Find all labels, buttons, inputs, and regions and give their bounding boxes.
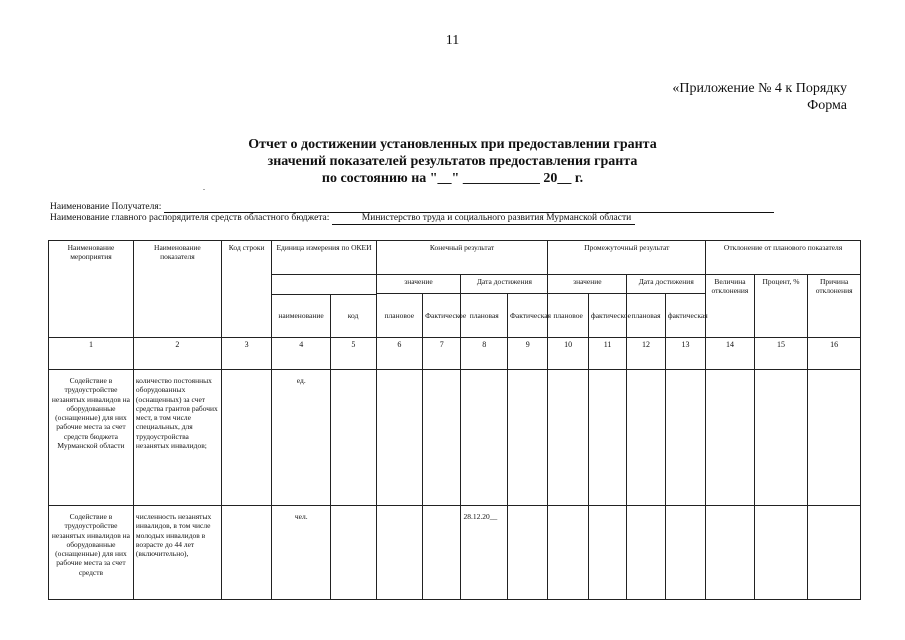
event-name-cell: Содействие в трудоустройстве незанятых инвалидов на оборудованные (оснащенные) для них рабочие места за счет средств [49,506,134,600]
header-intermediate-date: Дата достижения [627,275,706,294]
intermediate-planned-cell [548,506,588,600]
header-intermediate-value: значение [548,275,627,294]
column-number: 9 [507,338,547,370]
table-row [49,506,861,600]
header-final-value: значение [376,275,461,294]
column-number: 8 [461,338,508,370]
percent-cell [754,370,808,506]
column-number: 16 [808,338,861,370]
header-final-date-actual: Фактическая [507,294,547,338]
header-percent: Процент, % [754,275,808,338]
intermediate-actual-cell [588,506,626,600]
header-final-result: Конечный результат [376,241,548,275]
appendix-line-1: «Приложение № 4 к Порядку [672,81,847,96]
unit-code-cell [331,370,377,506]
indicator-name-cell: количество постоянных оборудованных (оснащенных) за счет средства грантов рабочих мест, в том числе специальных, для трудоустройства незанятых инвалидов; [133,370,221,506]
event-name-cell: Содействие в трудоустройстве незанятых инвалидов на оборудованные (оснащенные) для них рабочие места за счет средств бюджета Мурманской области [49,370,134,506]
final-date-planned-cell: 28.12.20__ [461,506,508,600]
report-title [0,136,905,187]
header-deviation-reason: Причина отклонения [808,275,861,338]
column-number: 11 [588,338,626,370]
recipient-name-label: Наименование Получателя: [50,202,162,212]
column-number: 12 [627,338,665,370]
title-line-1: Отчет о достижении установленных при предоставлении гранта [248,137,657,152]
final-actual-cell [423,506,461,600]
header-intermediate-planned: плановое [548,294,588,338]
results-table [48,240,861,600]
unit-code-cell [331,506,377,600]
title-line-2: значений показателей результатов предоставления гранта [267,154,638,169]
final-date-actual-cell [507,506,547,600]
column-number: 10 [548,338,588,370]
header-indicator-name: Наименование показателя [133,241,221,338]
header-unit-name: наименование [272,295,330,338]
appendix-note [672,80,847,114]
indicator-name-cell: численность незанятых инвалидов, в том числе молодых инвалидов в возрасте до 44 лет (включительно), [133,506,221,600]
column-number: 3 [221,338,272,370]
deviation-reason-cell [808,506,861,600]
header-final-date-planned: плановая [461,294,508,338]
manager-line [50,213,780,225]
column-number: 6 [376,338,423,370]
column-number: 14 [706,338,755,370]
header-deviation: Отклонение от планового показателя [706,241,861,275]
header-intermediate-date-planned: плановая [627,294,665,338]
row-code-cell [221,506,272,600]
recipient-name-blank [164,203,774,213]
manager-value: Министерство труда и социального развития Мурманской области [332,213,635,225]
final-date-actual-cell [507,370,547,506]
intermediate-date-planned-cell [627,370,665,506]
manager-label: Наименование главного распорядителя средств областного бюджета: [50,213,330,223]
deviation-size-cell [706,506,755,600]
column-number-row [49,338,861,370]
deviation-reason-cell [808,370,861,506]
final-actual-cell [423,370,461,506]
header-deviation-size: Величина отклонения [706,275,755,338]
recipient-block [50,202,780,225]
header-final-date: Дата достижения [461,275,548,294]
column-number: 15 [754,338,808,370]
header-unit: Единица измерения по ОКЕИ [272,241,376,275]
final-planned-cell [376,370,423,506]
unit-name-cell: ед. [272,370,331,506]
final-date-planned-cell [461,370,508,506]
intermediate-date-actual-cell [665,506,705,600]
deviation-size-cell [706,370,755,506]
header-intermediate-actual: фактическое [588,294,626,338]
stray-dot: . [203,183,205,192]
intermediate-date-planned-cell [627,506,665,600]
table-row [49,370,861,506]
intermediate-date-actual-cell [665,370,705,506]
column-number: 13 [665,338,705,370]
header-intermediate-result: Промежуточный результат [548,241,706,275]
intermediate-planned-cell [548,370,588,506]
column-number: 5 [331,338,377,370]
unit-name-cell: чел. [272,506,331,600]
header-event-name: Наименование мероприятия [49,241,134,338]
column-number: 4 [272,338,331,370]
column-number: 7 [423,338,461,370]
header-unit-code: код [330,295,375,338]
title-line-3: по состоянию на "__" ___________ 20__ г. [321,171,584,186]
header-unit-subcells [272,275,376,338]
row-code-cell [221,370,272,506]
header-row-1 [49,241,861,275]
header-final-actual: Фактическое [423,294,461,338]
appendix-line-2: Форма [807,98,847,113]
header-final-planned: плановое [376,294,423,338]
unit-subtable [272,294,375,337]
intermediate-actual-cell [588,370,626,506]
header-intermediate-date-actual: фактическая [665,294,705,338]
header-row-code: Код строки [221,241,272,338]
column-number: 2 [133,338,221,370]
final-planned-cell [376,506,423,600]
recipient-name-line [50,202,780,213]
page-number: 11 [445,33,460,48]
percent-cell [754,506,808,600]
column-number: 1 [49,338,134,370]
